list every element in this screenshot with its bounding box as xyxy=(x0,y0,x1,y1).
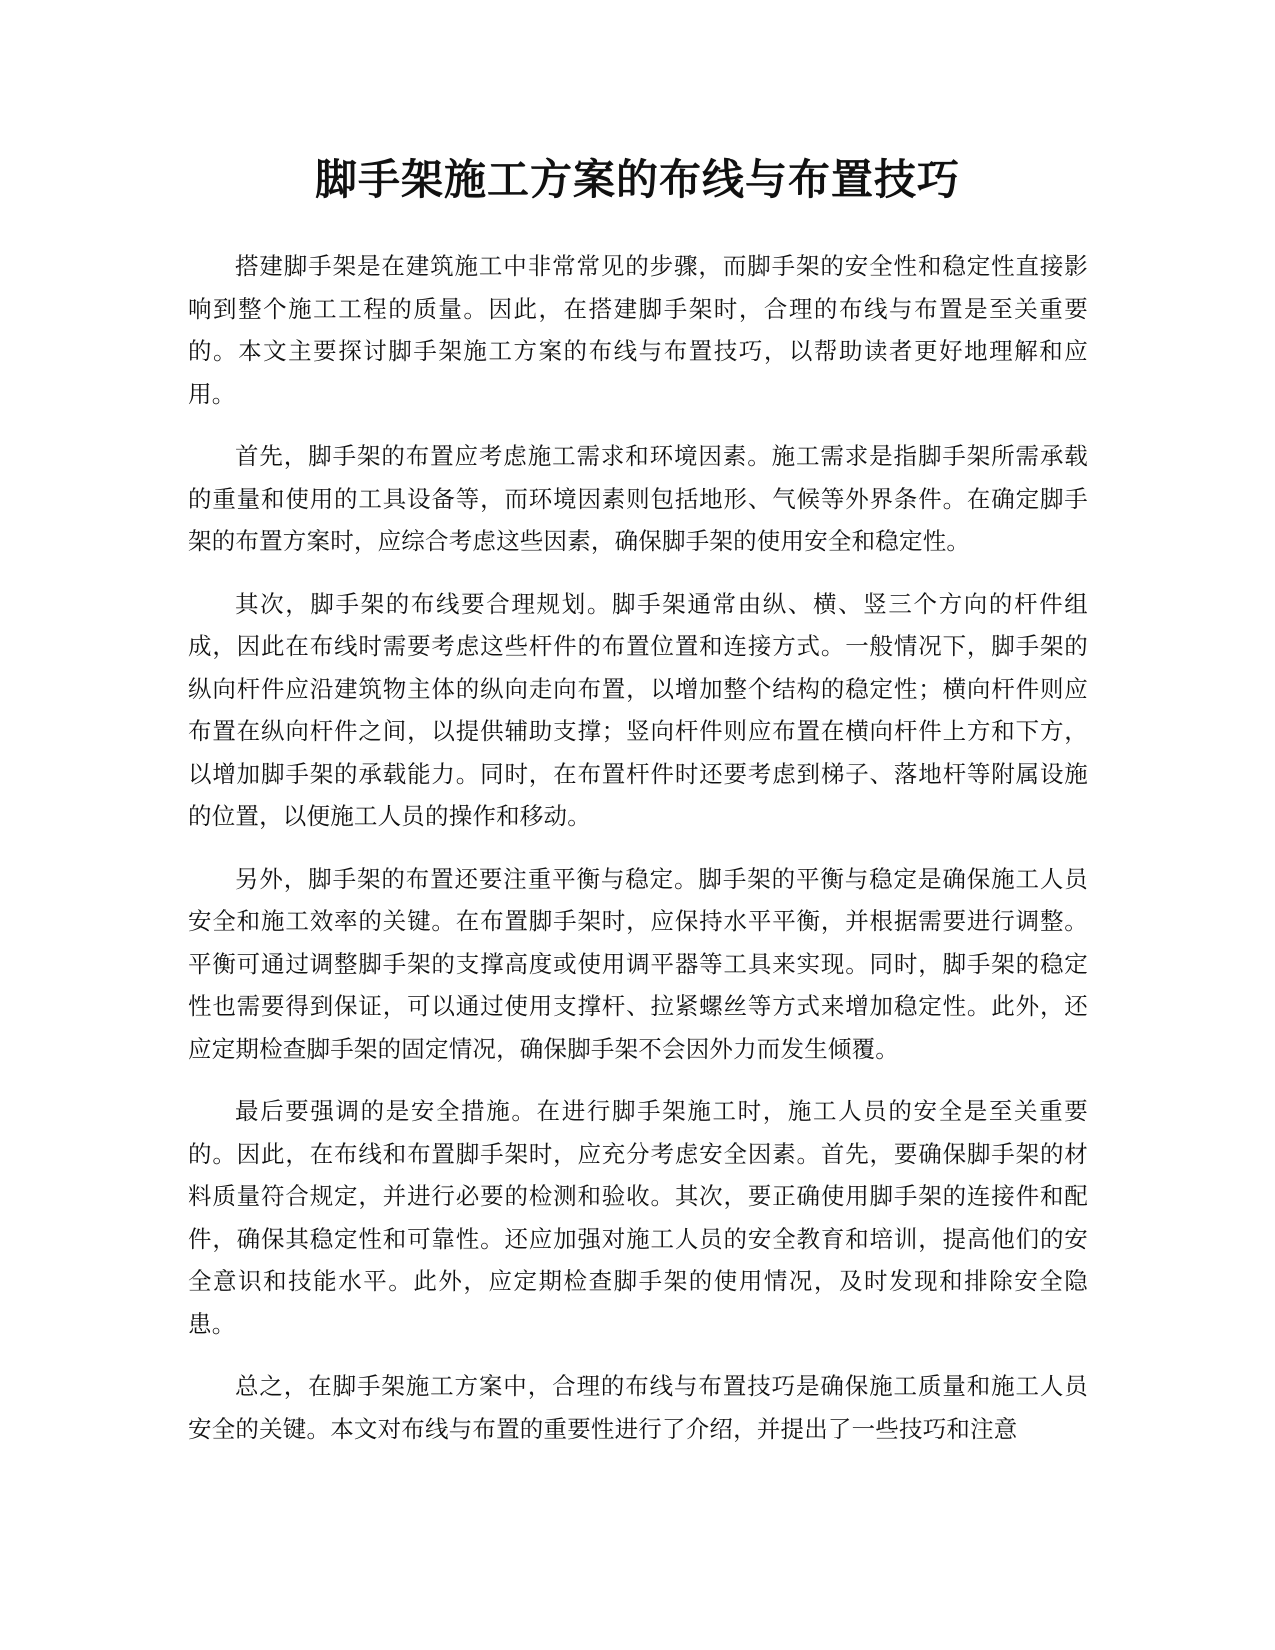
paragraph-safety-measures: 最后要强调的是安全措施。在进行脚手架施工时，施工人员的安全是至关重要的。因此，在布线和布置脚手架时，应充分考虑安全因素。首先，要确保脚手架的材料质量符合规定，并进行必要的检测和验收。其次，要正确使用脚手架的连接件和配件，确保其稳定性和可靠性。还应加强对施工人员的安全教育和培训，提高他们的安全意识和技能水平。此外，应定期检查脚手架的使用情况，及时发现和排除安全隐患。 xyxy=(188,1097,1088,1338)
paragraph-balance-stability: 另外，脚手架的布置还要注重平衡与稳定。脚手架的平衡与稳定是确保施工人员安全和施工效率的关键。在布置脚手架时，应保持水平平衡，并根据需要进行调整。平衡可通过调整脚手架的支撑高度或使用调平器等工具来实现。同时，脚手架的稳定性也需要得到保证，可以通过使用支撑杆、拉紧螺丝等方式来增加稳定性。此外，还应定期检查脚手架的固定情况，确保脚手架不会因外力而发生倾覆。 xyxy=(188,864,1088,1063)
paragraph-conclusion: 总之，在脚手架施工方案中，合理的布线与布置技巧是确保施工质量和施工人员安全的关键。本文对布线与布置的重要性进行了介绍，并提出了一些技巧和注意 xyxy=(188,1372,1088,1443)
paragraph-wiring-plan: 其次，脚手架的布线要合理规划。脚手架通常由纵、横、竖三个方向的杆件组成，因此在布线时需要考虑这些杆件的布置位置和连接方式。一般情况下，脚手架的纵向杆件应沿建筑物主体的纵向走向布置，以增加整个结构的稳定性；横向杆件则应布置在纵向杆件之间，以提供辅助支撑；竖向杆件则应布置在横向杆件上方和下方，以增加脚手架的承载能力。同时，在布置杆件时还要考虑到梯子、落地杆等附属设施的位置，以便施工人员的操作和移动。 xyxy=(188,589,1088,830)
paragraph-intro: 搭建脚手架是在建筑施工中非常常见的步骤，而脚手架的安全性和稳定性直接影响到整个施工工程的质量。因此，在搭建脚手架时，合理的布线与布置是至关重要的。本文主要探讨脚手架施工方案的布线与布置技巧，以帮助读者更好地理解和应用。 xyxy=(188,252,1088,408)
paragraph-layout-factors: 首先，脚手架的布置应考虑施工需求和环境因素。施工需求是指脚手架所需承载的重量和使用的工具设备等，而环境因素则包括地形、气候等外界条件。在确定脚手架的布置方案时，应综合考虑这些因素，确保脚手架的使用安全和稳定性。 xyxy=(188,442,1088,555)
document-title: 脚手架施工方案的布线与布置技巧 xyxy=(314,155,960,204)
document-body xyxy=(188,245,1088,1470)
